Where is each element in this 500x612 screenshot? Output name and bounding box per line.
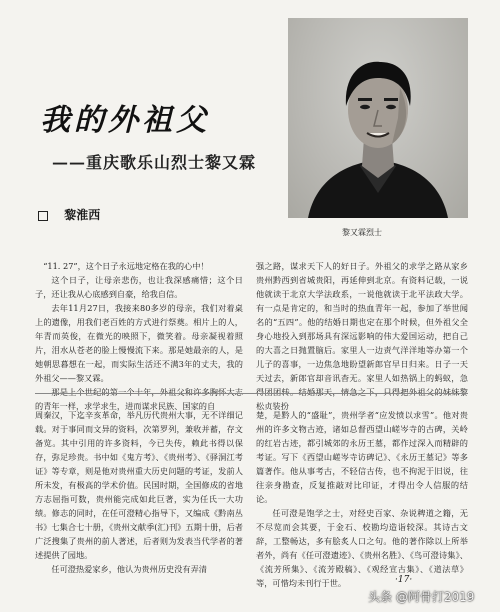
article-subtitle: ——重庆歌乐山烈士黎又霖 <box>52 153 257 172</box>
article-title: 我的外祖父 <box>40 103 210 138</box>
watermark: 头条 @阿骨打2019 <box>368 590 475 604</box>
text-column-4 <box>256 408 468 590</box>
author-name: 黎淮西 <box>64 208 101 222</box>
page-number: ·17· <box>395 575 413 585</box>
text-column-3 <box>35 408 243 576</box>
paragraph: 这个日子，让母亲悲伤，也让我深感痛惜；这个日子，还让我从心底感到自豪，给我自信。 <box>35 275 243 299</box>
paragraph: 楚，是黔人的“盛耻”，贵州学者“应发愤以求雪”。他对贵州的许多文物古迹，诸如总督西望山嵯岑寺的古碑，关岭的红岩古迹，都引城郊的永历王墓，都作过深入而精辟的考证。写下《西望山嵯岑寺访碑记》、《永历王墓记》等多篇著作。他从事考古，不轻信古传，也不拘泥于旧说，往往亲身勘查，反复推敲对比印证，才得出令人信服的结论。 <box>256 410 468 504</box>
paragraph: 强之路，谋求天下人的好日子。外祖父的求学之路从家乡贵州黔西到省城贵阳，再延伸到北京。有资料记载，一说他就读于北京大学法政系，一说他就读于北平法政大学。有一点是肯定的，和当时的热血青年一起，参加了举世闻名的“五四”。他的结婚日期也定在那个时候，但外祖父全身心地投入到那场具有深远影响的伟大爱国运动，把自己的大喜之日抛置脑后。家里人一边责气洋洋地等办第一个儿子的喜事，一边焦急地盼望新郎官早日归来。日子一天天过去，新郎官却音讯杳无。家里人如热锅上的蚂蚁，急得团团转。结婚那天，情急之下，只得把外祖父的妹妹黎松贞装扮 <box>256 261 468 411</box>
paragraph: 那是上个世纪的第一个十年，外祖父和许多胸怀大志的青年一样，求学求生，进而谋求民族、国家的自 <box>35 387 243 411</box>
paragraph: 去年11月27日，我接来80多岁的母亲，我们对着桌上的遗像，用我们老百姓的方式进行祭奠。相片上的人，年青而英俊，在微光的映照下，微笑着。母亲凝视着照片，泪水从苍老的脸上慢慢流下来。那是她最亲的人，是她朝思暮想在一起，而实际生活还不满3年的丈夫，我的外祖父——黎又霖。 <box>35 303 243 383</box>
paragraph: 任可澄热爱家乡，他认为贵州历史没有弄清 <box>51 564 207 574</box>
portrait-illustration <box>288 18 468 218</box>
portrait-photo <box>288 18 468 218</box>
section-divider <box>35 393 468 394</box>
text-column-1 <box>35 259 243 413</box>
author-line <box>38 206 100 223</box>
paragraph: 任可澄是饱学之士，对经史百家、杂说稗道之籍，无不尽览而会其要，于金石、校勘均造诣较深。其诗古文辞，工整畅达，多有脍炙人口之句。他的著作除以上所举者外，尚有《任可澄遗迹》、《贵州名胜》、《鸟可澄诗集》、《流芳所集》、《流芳殿稿》、《观经宣古集》、《道法草》等，可惜均未刊行于世。 <box>256 508 468 588</box>
text-column-2 <box>256 259 468 413</box>
square-bullet-icon <box>38 211 48 221</box>
paragraph: “11. 27”，这个日子永远地定格在我的心中！ <box>43 261 209 271</box>
paragraph: 周秦汉，下迄辛亥革命，举凡历代贵州大事，无不详细记载。对于事同而文异的资料，次第罗列，兼收并蓄，存文备览。其中引用的许多资料，今已失传，赖此书得以保存，弥足珍贵。书中如《鬼方考》、《贵州考》、《驿洞江考证》等专章，则是他对贵州重大历史问题的考证，发前人所未发，有极高的学术价值。民国时期，全国修成的省地方志屈指可数，贵州能完成如此巨著，实为任氏一大功绩。修志的同时，在任可澄精心指导下，又编成《黔南丛书》七集合七十册，《贵州文献季(汇)刊》五期十册，后者广泛搜集了贵州的前人著述，后者则为发表当代学者的著述提供了园地。 <box>35 410 243 560</box>
photo-caption: 黎又霖烈士 <box>342 228 382 237</box>
